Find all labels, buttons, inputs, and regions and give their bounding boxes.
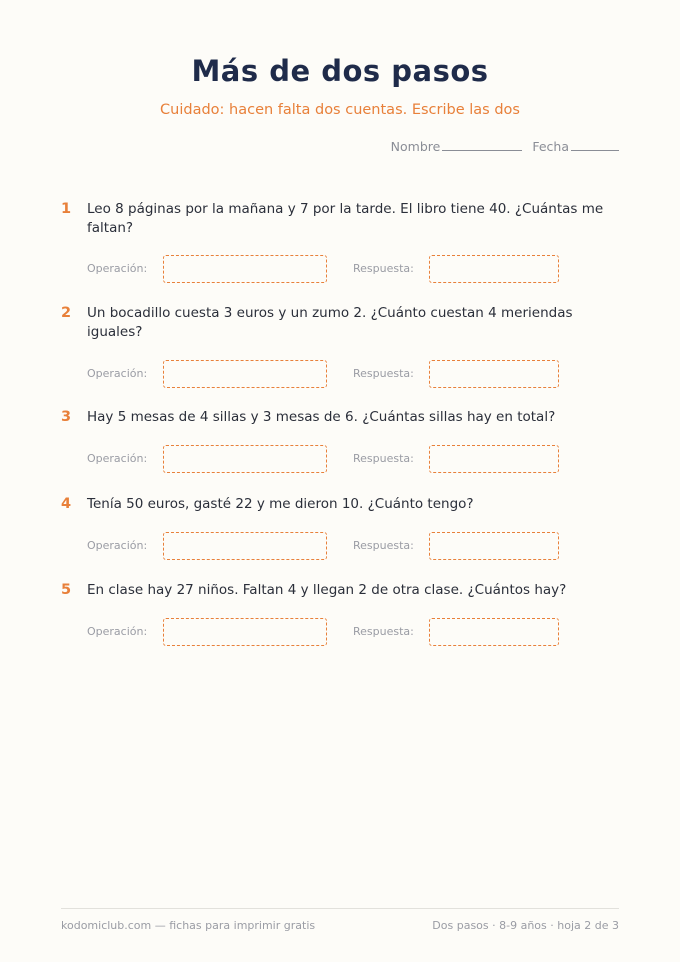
problem-number: 4 xyxy=(61,496,72,512)
answer-box[interactable] xyxy=(429,618,559,646)
answer-label: Respuesta: xyxy=(353,539,414,552)
page-subtitle: Cuidado: hacen falta dos cuentas. Escribe las dos xyxy=(160,102,520,118)
problem-text: Hay 5 mesas de 4 sillas y 3 mesas de 6. ¿Cuántas sillas hay en total? xyxy=(87,409,556,425)
answer-box[interactable] xyxy=(429,445,559,473)
name-blank-line[interactable] xyxy=(442,139,522,151)
answer-label: Respuesta: xyxy=(353,262,414,275)
name-field[interactable] xyxy=(391,139,523,154)
problem-number: 1 xyxy=(61,201,72,217)
operation-label: Operación: xyxy=(87,625,148,638)
answer-row xyxy=(61,360,621,388)
footer-site-credit: kodomiclub.com — fichas para imprimir gratis xyxy=(61,919,316,932)
operation-label: Operación: xyxy=(87,539,148,552)
problem-number: 2 xyxy=(61,305,72,321)
problem-3 xyxy=(61,408,621,473)
answer-label: Respuesta: xyxy=(353,452,414,465)
problem-text: Tenía 50 euros, gasté 22 y me dieron 10. ¿Cuánto tengo? xyxy=(87,496,474,512)
answer-box[interactable] xyxy=(429,255,559,283)
answer-box[interactable] xyxy=(429,532,559,560)
problem-2 xyxy=(61,304,621,388)
problem-4 xyxy=(61,495,621,560)
answer-row xyxy=(61,618,621,646)
footer-divider xyxy=(61,908,619,909)
date-label: Fecha xyxy=(532,139,569,154)
page-title: Más de dos pasos xyxy=(191,54,489,88)
operation-box[interactable] xyxy=(163,255,327,283)
operation-label: Operación: xyxy=(87,367,148,380)
problem-number: 3 xyxy=(61,409,72,425)
date-blank-line[interactable] xyxy=(571,139,619,151)
answer-row xyxy=(61,255,621,283)
name-date-fields xyxy=(391,139,619,154)
operation-box[interactable] xyxy=(163,532,327,560)
date-field[interactable] xyxy=(532,139,619,154)
problem-text: Leo 8 páginas por la mañana y 7 por la tarde. El libro tiene 40. ¿Cuántas me faltan? xyxy=(87,201,604,236)
problem-text: Un bocadillo cuesta 3 euros y un zumo 2. ¿Cuánto cuestan 4 meriendas iguales? xyxy=(87,305,573,340)
answer-box[interactable] xyxy=(429,360,559,388)
problem-number: 5 xyxy=(61,582,72,598)
answer-row xyxy=(61,445,621,473)
answer-row xyxy=(61,532,621,560)
answer-label: Respuesta: xyxy=(353,625,414,638)
operation-label: Operación: xyxy=(87,452,148,465)
answer-label: Respuesta: xyxy=(353,367,414,380)
operation-label: Operación: xyxy=(87,262,148,275)
operation-box[interactable] xyxy=(163,360,327,388)
problem-text: En clase hay 27 niños. Faltan 4 y llegan 2 de otra clase. ¿Cuántos hay? xyxy=(87,582,567,598)
operation-box[interactable] xyxy=(163,445,327,473)
problem-1 xyxy=(61,200,621,283)
footer-sheet-info: Dos pasos · 8-9 años · hoja 2 de 3 xyxy=(432,919,619,932)
name-label: Nombre xyxy=(390,139,441,154)
operation-box[interactable] xyxy=(163,618,327,646)
problem-5 xyxy=(61,581,621,646)
